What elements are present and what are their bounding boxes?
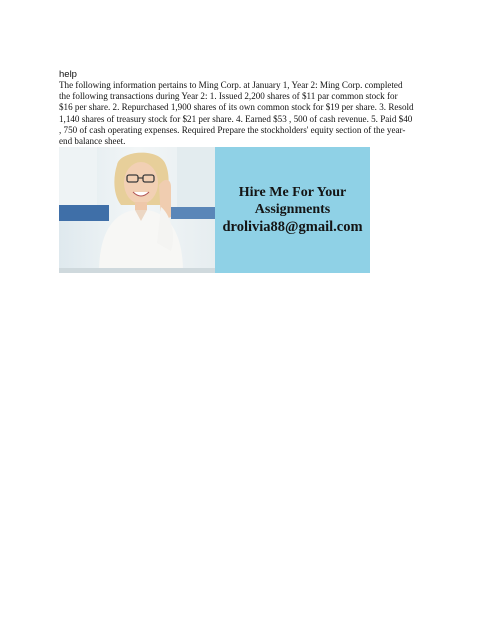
woman-photo-icon <box>59 147 215 273</box>
body-line: , 750 of cash operating expenses. Required Prepare the stockholders' equity section of the year- <box>59 124 406 135</box>
assignments-line: Assignments <box>254 202 331 217</box>
contact-email[interactable]: drolivia88@gmail.com <box>222 219 363 235</box>
question-body <box>59 80 439 147</box>
body-line: The following information pertains to Ming Corp. at January 1, Year 2: Ming Corp. completed <box>59 80 403 90</box>
hire-me-line: Hire Me For Your <box>238 185 347 200</box>
body-line: 1,140 shares of treasury stock for $21 per share. 4. Earned $53 , 500 of cash revenue. 5. Paid $40 <box>59 113 413 124</box>
body-line: the following transactions during Year 2: 1. Issued 2,200 shares of $11 par common stock for <box>59 91 398 102</box>
body-line: end balance sheet. <box>59 136 126 147</box>
advertisement-banner[interactable] <box>59 147 370 273</box>
hire-me-panel <box>215 147 370 273</box>
body-line: $16 per share. 2. Repurchased 1,900 shares of its own common stock for $19 per share. 3. Resold <box>59 102 414 113</box>
question-heading: help <box>59 69 77 80</box>
